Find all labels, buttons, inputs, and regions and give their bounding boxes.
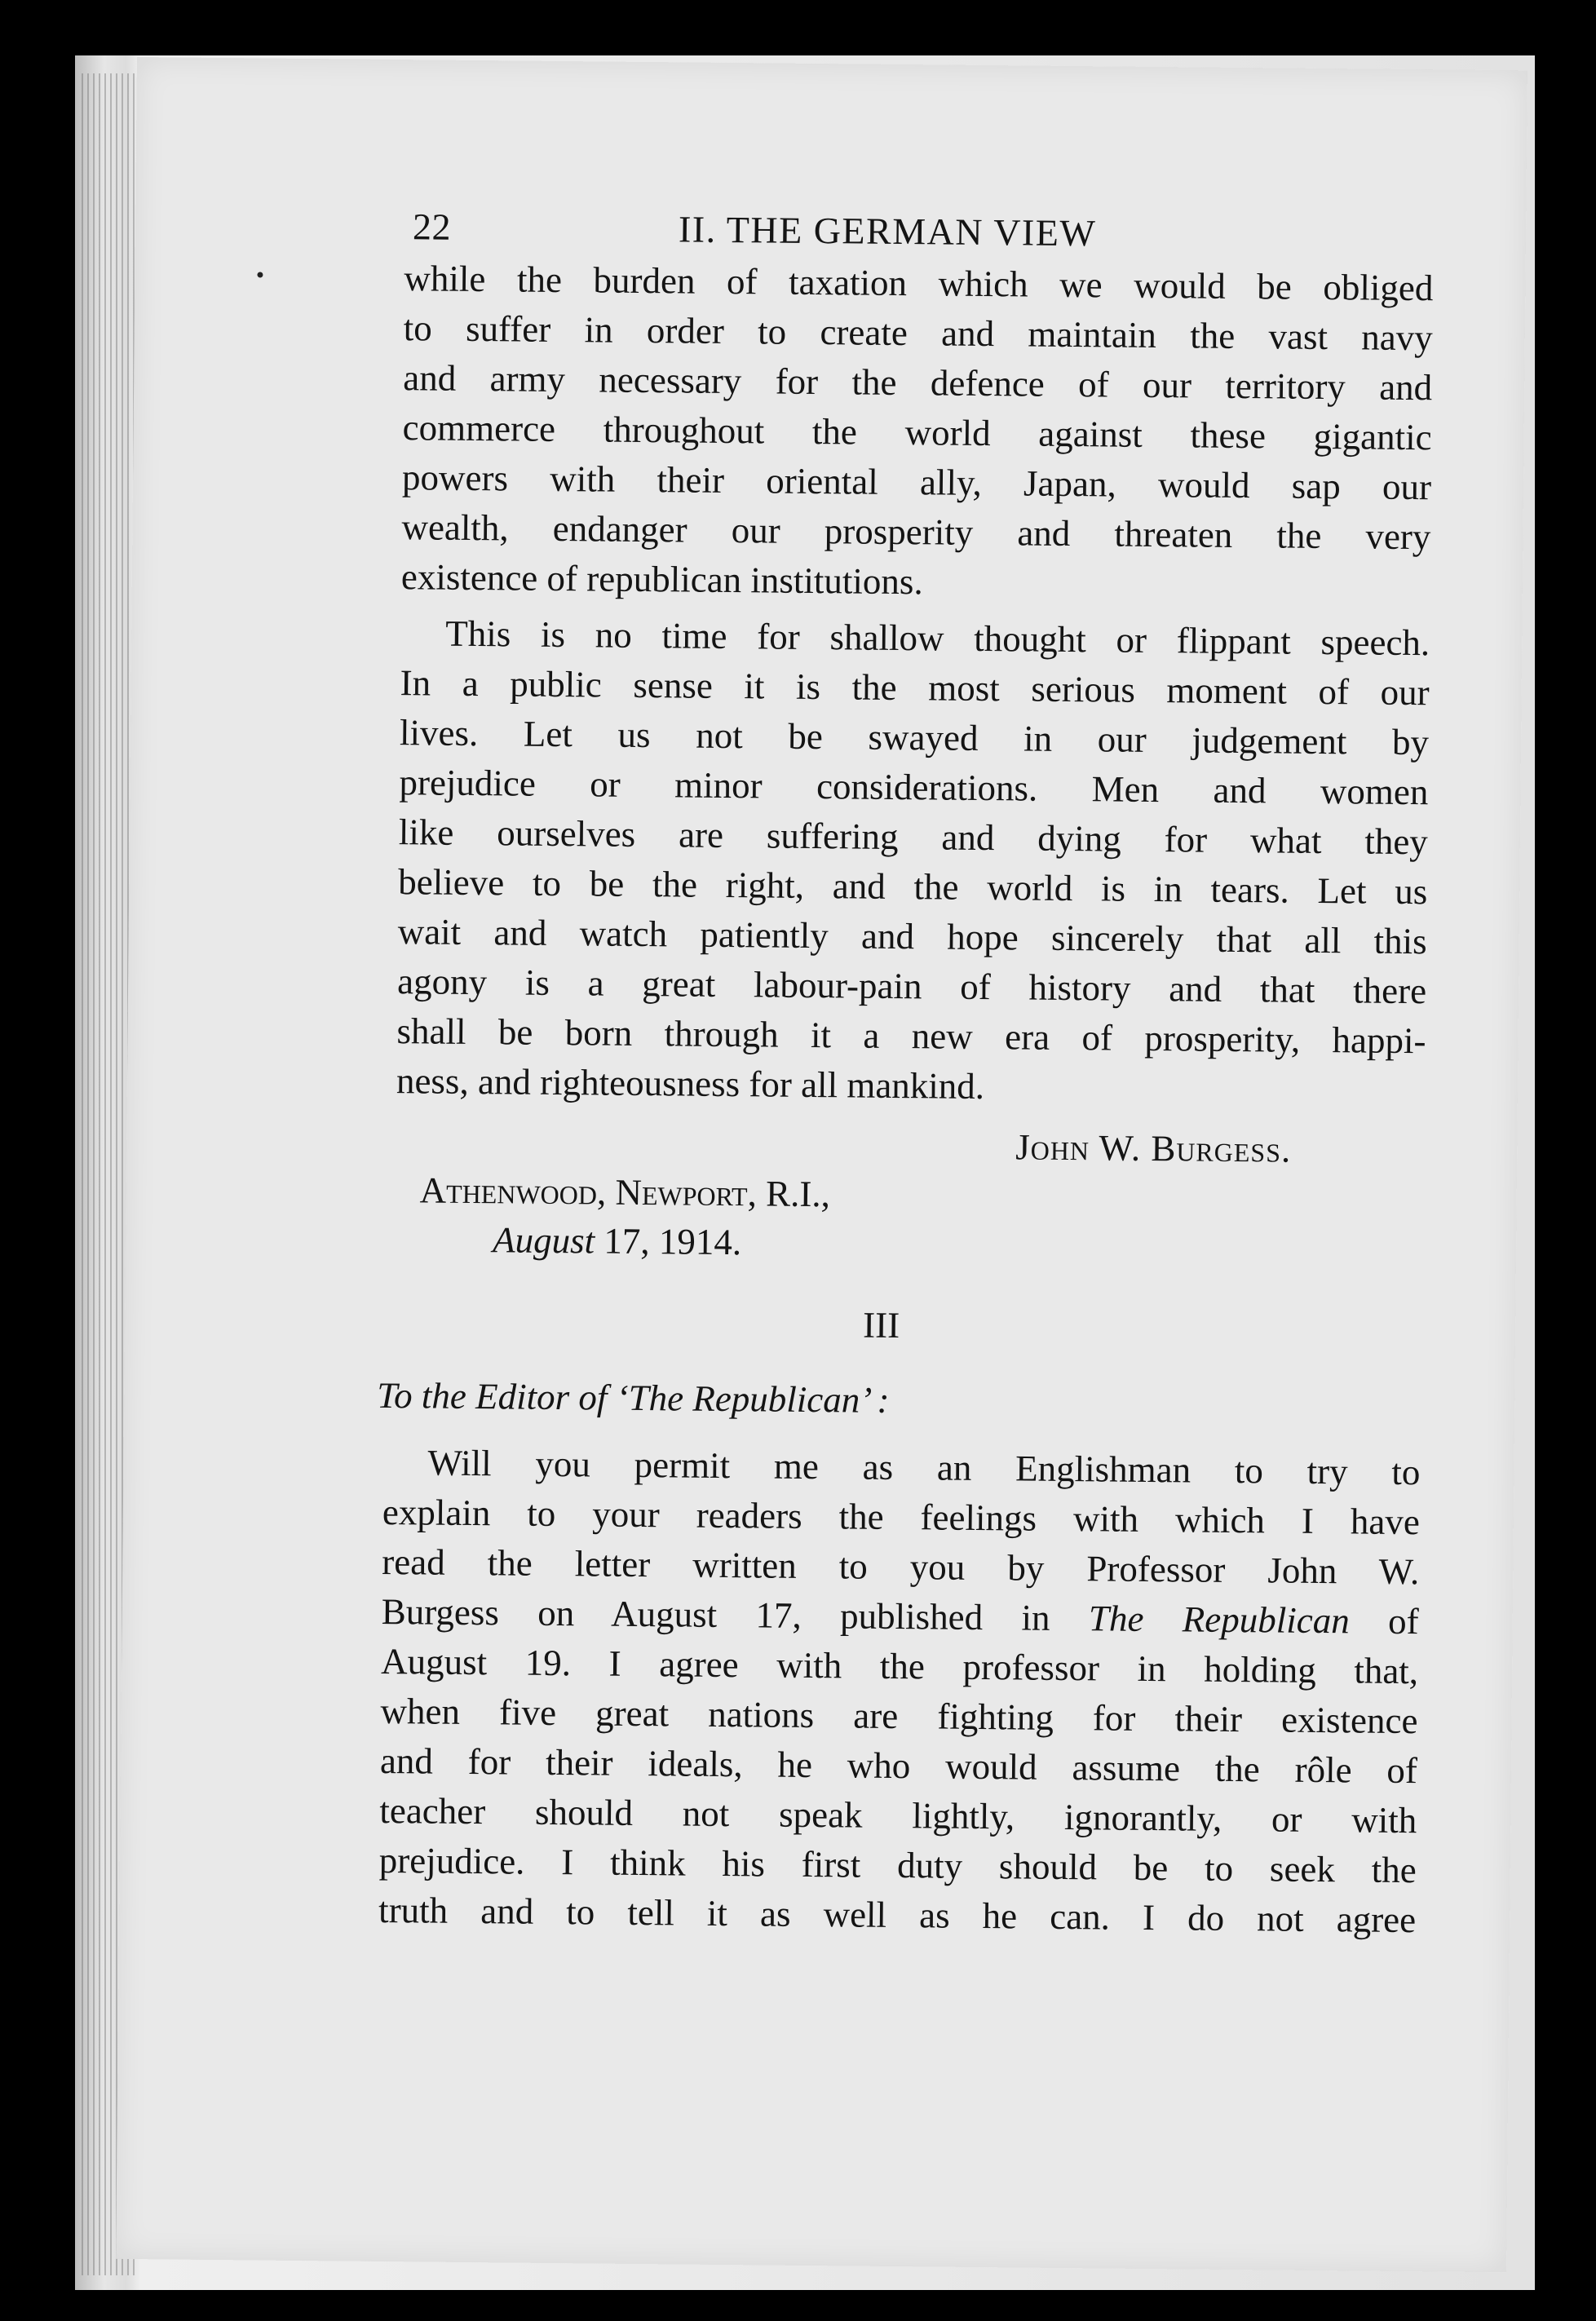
text-line: explain to your readers the feelings with which I have bbox=[382, 1491, 1421, 1543]
text-line: This is no time for shallow thought or flippant speech. bbox=[444, 612, 1430, 664]
text-line: read the letter written to you by Professor John W. bbox=[382, 1541, 1420, 1593]
text-line: commerce throughout the world against these gigantic bbox=[402, 407, 1432, 458]
date-line bbox=[493, 1218, 742, 1263]
text-line: lives. Let us not be swayed in our judgement by bbox=[399, 712, 1430, 763]
text-line: teacher should not speak lightly, ignorantly, or with bbox=[379, 1789, 1417, 1841]
ink-speck bbox=[257, 272, 263, 277]
running-title: II. THE GERMAN VIEW bbox=[678, 208, 1097, 254]
text-line: to suffer in order to create and maintain the vast navy bbox=[403, 307, 1434, 359]
page-number: 22 bbox=[412, 206, 452, 248]
text-line: and army necessary for the defence of our territory and bbox=[403, 357, 1433, 409]
text-line: In a public sense it is the most serious moment of our bbox=[400, 662, 1430, 714]
place-line: Athenwood, Newport, R.I., bbox=[419, 1169, 831, 1215]
text-line: Burgess on August 17, published in The Republican of bbox=[381, 1590, 1419, 1642]
text-line: prejudice or minor considerations. Men and women bbox=[399, 762, 1429, 813]
running-header bbox=[412, 205, 1440, 254]
text-line: prejudice. I think his first duty should be to seek the bbox=[378, 1839, 1417, 1891]
text-line: like ourselves are suffering and dying for what they bbox=[398, 811, 1429, 863]
page-text bbox=[116, 57, 1527, 2272]
text-line: wealth, endanger our prosperity and threaten the very bbox=[401, 506, 1431, 558]
text-line: ness, and righteousness for all mankind. bbox=[396, 1060, 985, 1107]
text-line: believe to be the right, and the world is in tears. Let us bbox=[398, 861, 1428, 913]
text-line: and for their ideals, he who would assume the rôle of bbox=[379, 1740, 1418, 1792]
text-line: August 19. I agree with the professor in holding that, bbox=[380, 1640, 1419, 1692]
date-month: August bbox=[492, 1219, 595, 1262]
signature: John W. Burgess. bbox=[1015, 1126, 1292, 1170]
date-rest: 17, 1914. bbox=[594, 1220, 742, 1263]
paragraph-1 bbox=[401, 254, 1434, 612]
text-line: existence of republican institutions. bbox=[400, 556, 923, 603]
text-line: agony is a great labour-pain of history and that there bbox=[396, 961, 1427, 1012]
book-page bbox=[116, 57, 1527, 2272]
text-line: Will you permit me as an Englishman to try to bbox=[427, 1442, 1421, 1493]
salutation: To the Editor of ‘The Republican’ : bbox=[377, 1374, 890, 1421]
paragraph-2 bbox=[396, 608, 1430, 1116]
text-line: when five great nations are fighting for their existence bbox=[380, 1690, 1418, 1742]
text-line: truth and to tell it as well as he can. I do not agree bbox=[378, 1889, 1417, 1941]
text-line: wait and watch patiently and hope sincerely that all this bbox=[397, 911, 1427, 962]
text-line: powers with their oriental ally, Japan, would sap our bbox=[401, 457, 1432, 508]
text-line: shall be born through it a new era of prosperity, happi- bbox=[396, 1010, 1426, 1062]
paragraph-3 bbox=[378, 1438, 1421, 1945]
text-line: while the burden of taxation which we would be obliged bbox=[404, 258, 1434, 309]
section-numeral: III bbox=[862, 1304, 900, 1346]
